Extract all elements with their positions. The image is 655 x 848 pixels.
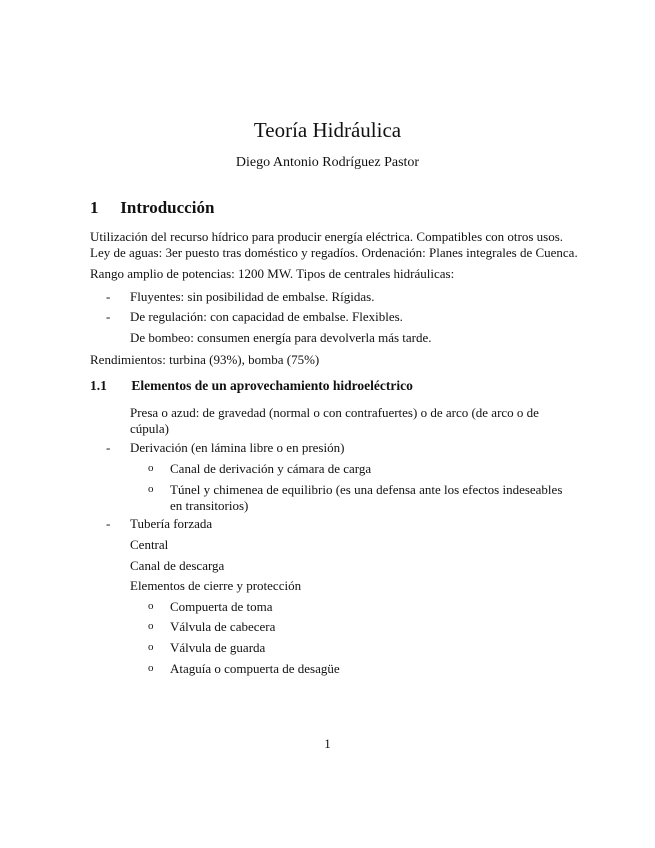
list-bullet: o bbox=[148, 620, 154, 632]
derivacion-item-canal: Canal de derivación y cámara de carga bbox=[170, 461, 372, 476]
intro-line-2: Ley de aguas: 3er puesto tras doméstico y regadíos. Ordenación: Planes integrales de Cuenca. bbox=[90, 245, 578, 260]
type-item-regulacion: De regulación: con capacidad de embalse. Flexibles. bbox=[130, 309, 403, 324]
cierre-item-compuerta: Compuerta de toma bbox=[170, 599, 273, 614]
cierre-item-ataguia: Ataguía o compuerta de desagüe bbox=[170, 661, 340, 676]
cierre-item-valvula-guarda: Válvula de guarda bbox=[170, 640, 266, 655]
intro-line-1: Utilización del recurso hídrico para producir energía eléctrica. Compatibles con otros usos. bbox=[90, 229, 564, 244]
page-number: 1 bbox=[324, 736, 331, 751]
subsection-heading bbox=[90, 378, 413, 394]
derivacion-item-tunel: Túnel y chimenea de equilibrio (es una defensa ante los efectos indeseables en transitorios) bbox=[170, 482, 563, 513]
list-bullet: - bbox=[106, 516, 111, 531]
cierre-item-valvula-cabecera: Válvula de cabecera bbox=[170, 619, 276, 634]
section-number: 1 bbox=[90, 198, 99, 217]
element-canal-descarga: Canal de descarga bbox=[130, 558, 225, 573]
type-item-bombeo: De bombeo: consumen energía para devolverla más tarde. bbox=[130, 330, 432, 345]
list-bullet: o bbox=[148, 641, 154, 653]
list-bullet: o bbox=[148, 600, 154, 612]
element-derivacion: Derivación (en lámina libre o en presión) bbox=[130, 440, 345, 455]
performance-text: Rendimientos: turbina (93%), bomba (75%) bbox=[90, 352, 320, 367]
list-bullet: - bbox=[106, 309, 111, 324]
type-item-fluyentes: Fluyentes: sin posibilidad de embalse. Rígidas. bbox=[130, 289, 375, 304]
power-range-text: Rango amplio de potencias: 1200 MW. Tipos de centrales hidráulicas: bbox=[90, 266, 455, 281]
subsection-title: Elementos de un aprovechamiento hidroeléctrico bbox=[131, 378, 413, 393]
subsection-number: 1.1 bbox=[90, 378, 107, 393]
element-tuberia: Tubería forzada bbox=[130, 516, 213, 531]
document-author: Diego Antonio Rodríguez Pastor bbox=[235, 155, 420, 170]
list-bullet: o bbox=[148, 462, 154, 474]
list-bullet: - bbox=[106, 440, 111, 455]
element-presa: Presa o azud: de gravedad (normal o con contrafuertes) o de arco (de arco o de cúpula) bbox=[130, 405, 539, 436]
list-bullet: o bbox=[148, 483, 154, 495]
section-title: Introducción bbox=[120, 198, 215, 217]
document-title: Teoría Hidráulica bbox=[253, 118, 402, 142]
element-central: Central bbox=[130, 537, 169, 552]
element-cierre: Elementos de cierre y protección bbox=[130, 578, 302, 593]
section-heading bbox=[90, 198, 214, 218]
list-bullet: o bbox=[148, 662, 154, 674]
list-bullet: - bbox=[106, 289, 111, 304]
